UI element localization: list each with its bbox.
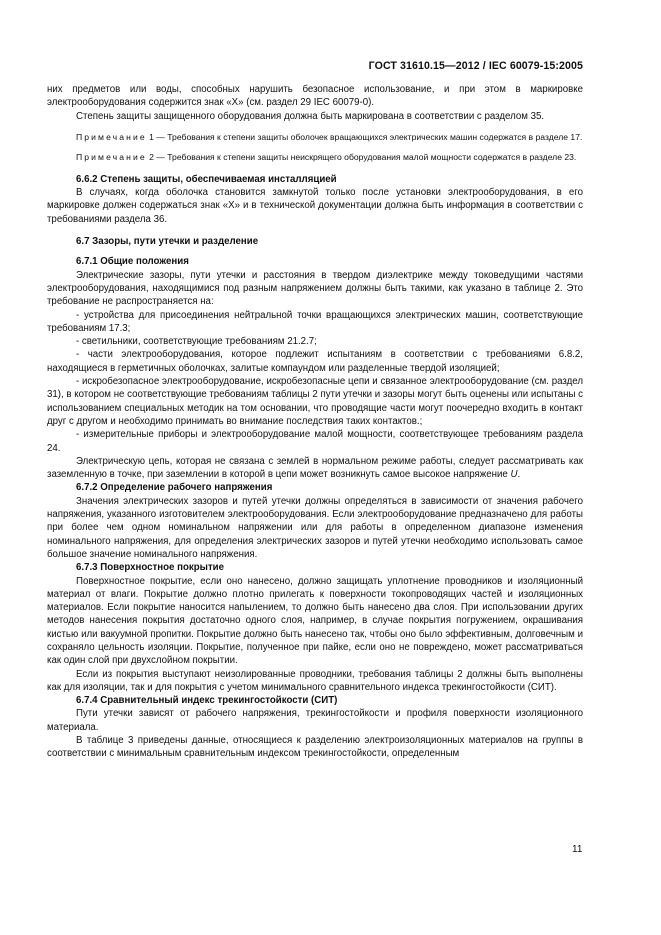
list-item: - измерительные приборы и электрооборудование малой мощности, соответствующее требованиям раздела 24.	[47, 429, 583, 454]
page-number: 11	[572, 844, 583, 855]
list-item: - части электрооборудования, которое подлежит испытаниям в соответствии с требованиями 6.8.2, находящиеся в герметичных оболочках, залитые компаундом или разделенные твердой изоляцией;	[47, 349, 583, 374]
section-heading: 6.6.2 Степень защиты, обеспечиваемая инсталляцией	[76, 173, 337, 185]
list-item: - светильники, соответствующие требованиям 21.2.7;	[76, 336, 317, 348]
section-heading: 6.7.4 Сравнительный индекс трекингостойкости (СИТ)	[76, 695, 338, 707]
paragraph: них предметов или воды, способных нарушить безопасное использование, и при этом в маркировке электрооборудования содержится знак «X» (см. раздел 29 IEC 60079-0).	[47, 84, 583, 109]
note-1	[47, 132, 583, 144]
paragraph: В случаях, когда оболочка становится замкнутой только после установки электрооборудования, в его маркировке должен содержаться знак «X» и в технической документации должна быть информация в соответствии с требованиями раздела 36.	[47, 187, 583, 225]
note-2	[47, 152, 583, 164]
paragraph: Если из покрытия выступают неизолированные проводники, требования таблицы 2 должны быть выполнены как для изоляции, так и для покрытия с учетом минимального сравнительного индекса трекингостойкости (СИТ).	[47, 668, 583, 693]
paragraph: Значения электрических зазоров и путей утечки должны определяться в зависимости от значения рабочего напряжения, указанного изготовителем электрооборудования. Если электрооборудование предназначено для работы при более чем одном номинальном напряжении или для работы в определенном диапазоне изменения номинального напряжения, для определения электрических зазоров и путей утечки необходимо использовать самое большое значение номинального напряжения.	[47, 495, 583, 560]
section-heading: 6.7.3 Поверхностное покрытие	[76, 562, 225, 574]
paragraph: Пути утечки зависят от рабочего напряжения, трекингостойкости и профиля поверхности изоляционного материала.	[47, 708, 583, 733]
note-text: 2 — Требования к степени защиты неискрящего оборудования малой мощности содержатся в разделе 23.	[149, 152, 577, 163]
note-label: Примечание	[76, 131, 147, 142]
voltage-symbol: U	[510, 469, 518, 481]
paragraph	[47, 455, 583, 482]
document-header: ГОСТ 31610.15—2012 / IEC 60079-15:2005	[368, 60, 583, 72]
paragraph: В таблице 3 приведены данные, относящиеся к разделению электроизоляционных материалов на группы в соответствии с минимальным сравнительным индексом трекингостойкости, определенным	[47, 735, 583, 760]
note-text: 1 — Требования к степени защиты оболочек вращающихся электрических машин содержатся в разделе 17.	[149, 131, 583, 142]
section-heading: 6.7.2 Определение рабочего напряжения	[76, 482, 273, 494]
paragraph-text: Электрическую цепь, которая не связана с землей в нормальном режиме работы, следует рассматривать как заземленную в точке, при заземлении в которой в цепи может возникнуть самое высокое напряжение	[47, 455, 583, 481]
list-item: - искробезопасное электрооборудование, искробезопасные цепи и связанное электрооборудование (см. раздел 31), в котором не соответствующие требованиям таблицы 2 пути утечки и зазоры могут быть оценены или испытаны с использованием специальных методик на том основании, что проводящие части могут поочередно входить в контакт друг с другом и необходимо принимать во внимание последствия таких контактов.;	[47, 376, 583, 427]
section-heading: 6.7.1 Общие положения	[76, 256, 189, 268]
list-item: - устройства для присоединения нейтральной точки вращающихся электрических машин, соответствующие требованиям 17.3;	[47, 309, 583, 334]
paragraph: Поверхностное покрытие, если оно нанесено, должно защищать уплотнение проводников и изоляционный материал от влаги. Покрытие должно плотно прилегать к поверхности токопроводящих частей и изоляционных материалов. Если покрытие наносится напылением, то должно быть нанесено два слоя. При использовании других методов нанесения покрытия достаточно одного слоя, например, в случае покрытия погружением, окрашивания кистью или вакуумной пропитки. Покрытие должно быть нанесено так, чтобы оно было эффективным, долговечным и сохраняло цельность изоляции. Покрытие, полученное при пайке, если оно не повреждено, может рассматриваться как один слой при двухслойном покрытии.	[47, 575, 583, 667]
document-body	[47, 83, 583, 761]
section-heading: 6.7 Зазоры, пути утечки и разделение	[76, 236, 259, 248]
period: .	[517, 469, 521, 481]
paragraph: Электрические зазоры, пути утечки и расстояния в твердом диэлектрике между токоведущими частями электрооборудования, находящимися под разным напряжением должны быть такими, как указано в таблице 2. Это требование не распространяется на:	[47, 269, 583, 308]
paragraph: Степень защиты защищенного оборудования должна быть маркирована в соответствии с разделом 35.	[76, 110, 545, 122]
note-label: Примечание	[76, 152, 147, 163]
